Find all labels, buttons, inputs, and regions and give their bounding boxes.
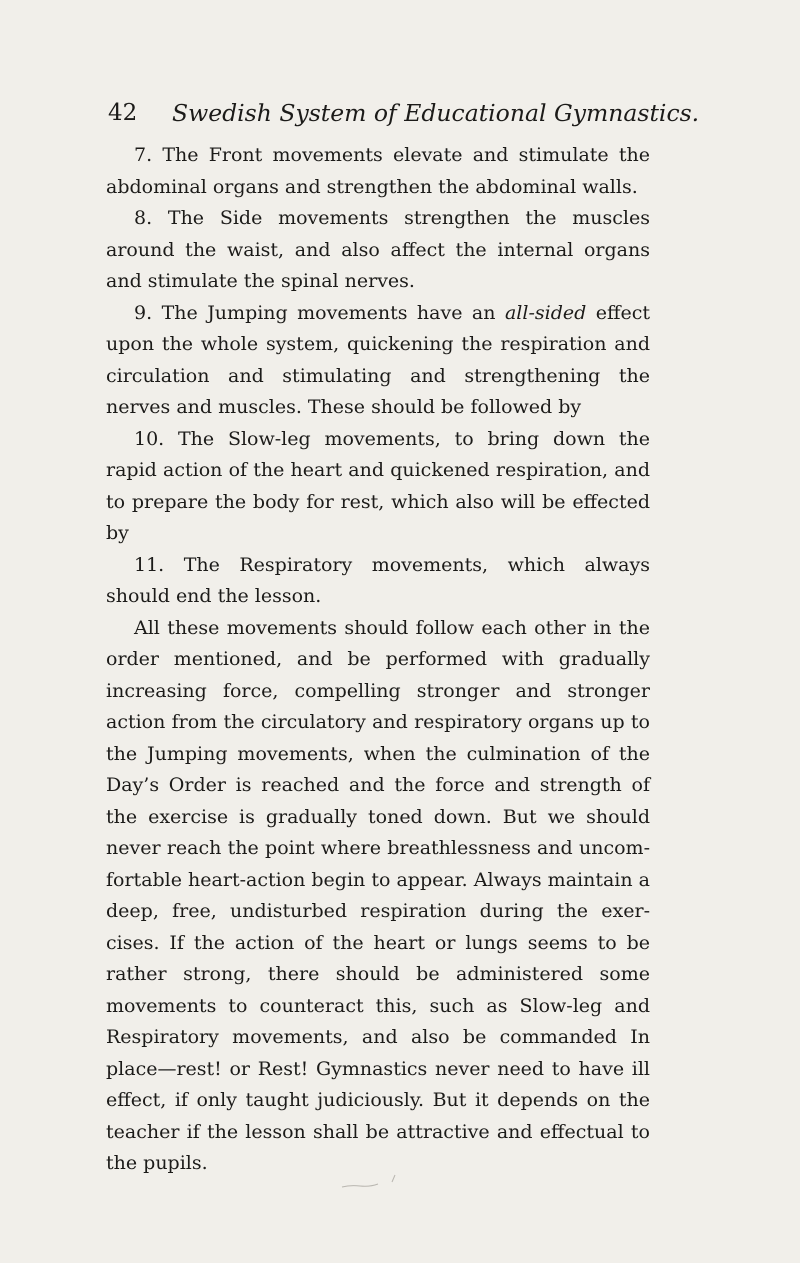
emphasis-all-sided: all-sided <box>504 301 587 324</box>
body-text <box>106 140 650 1180</box>
running-head <box>108 98 700 132</box>
paragraph-respiratory-movements: 11. The Respiratory movements, which always should end the lesson. <box>106 553 650 607</box>
paragraph-order-of-movements: All these movements should follow each other in the order mentioned, and be performed with gradually increasing force, compelling stronger and stronger action from the circulatory and respiratory organs up to the Jumping movements, when the culmination of the Day’s Order is reached and the force and strength of the exercise is gradually toned down. But we should never reach the point where breathlessness and uncom-fortable heart-action begin to appear. Always maintain a deep, free, undisturbed respiration during the exer-cises. If the action of the heart or lungs seems to be rather strong, there should be administered some movements to counteract this, such as Slow-leg and Respiratory movements, and also be commanded In place—rest! or Rest! Gymnastics never need to have ill effect, if only taught judiciously. But it depends on the teacher if the lesson shall be attractive and effectual to the pupils. <box>106 616 650 1174</box>
page-number: 42 <box>108 100 138 126</box>
paragraph-jumping-movements <box>106 298 650 424</box>
paragraph-front-movements: 7. The Front movements elevate and stimulate the abdominal organs and strengthen the abdominal walls. <box>106 144 650 198</box>
paragraph-jumping-text-start: 9. The Jumping movements have an <box>134 301 505 324</box>
stray-ink-mark <box>340 1172 410 1192</box>
paragraph-side-movements: 8. The Side movements strengthen the muscles around the waist, and also affect the internal organs and stimulate the spinal nerves. <box>106 207 650 292</box>
running-title: Swedish System of Educational Gymnastics. <box>172 99 700 127</box>
paragraph-jumping-text-end: effect upon the whole system, quickening the respiration and circulation and stimulating and strengthening the nerves and muscles. These should be followed by <box>106 301 651 418</box>
paragraph-slow-leg-movements: 10. The Slow-leg movements, to bring down the rapid action of the heart and quickened respiration, and to prepare the body for rest, which also will be effected by <box>106 427 650 544</box>
